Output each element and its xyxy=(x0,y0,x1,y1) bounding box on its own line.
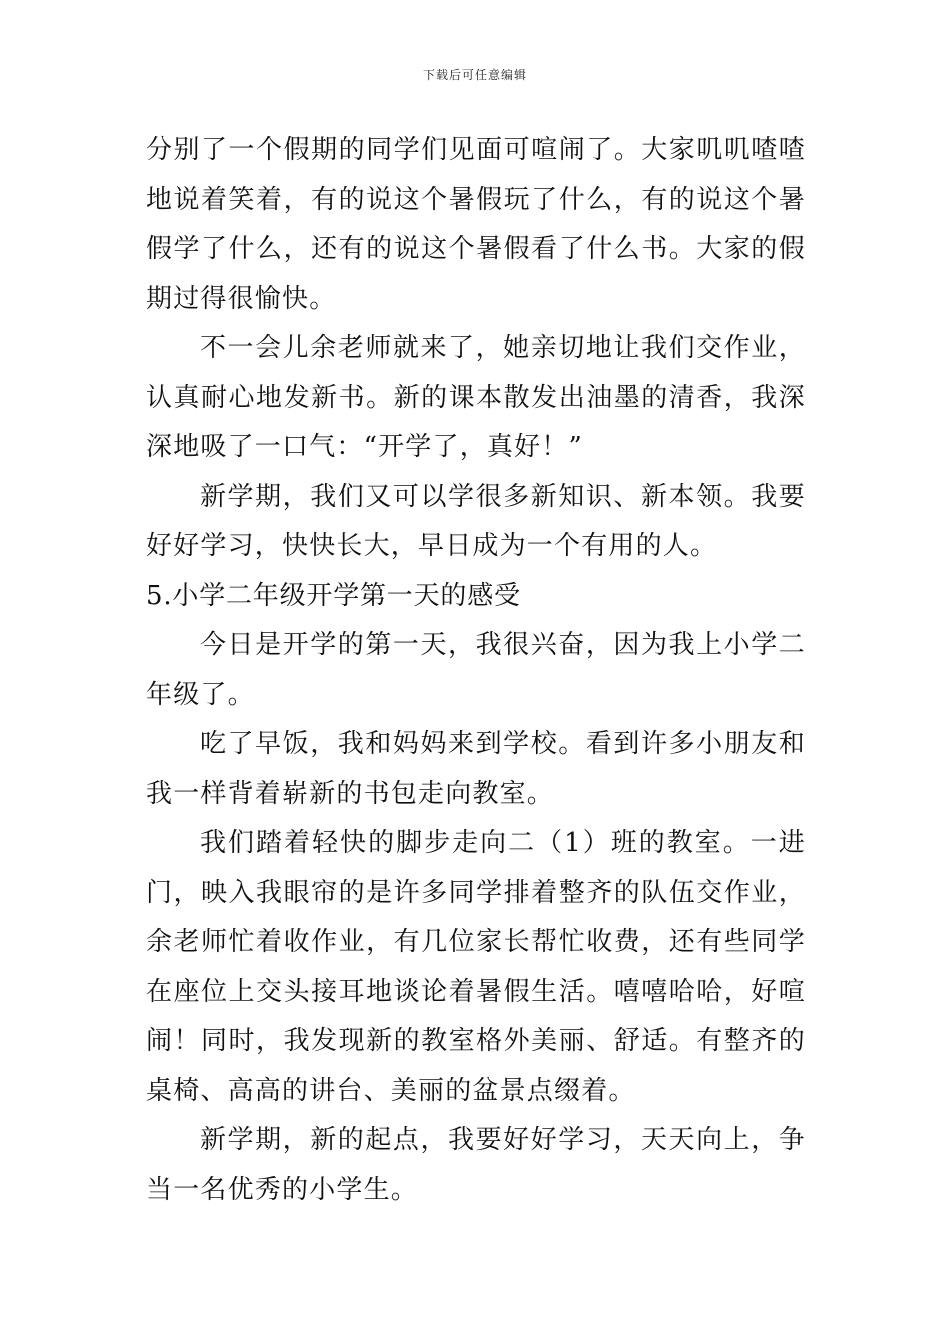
paragraph: 今日是开学的第一天，我很兴奋，因为我上小学二年级了。 xyxy=(146,630,806,710)
section-heading: 5.小学二年级开学第一天的感受 xyxy=(146,580,521,611)
paragraph-continued: 分别了一个假期的同学们见面可喧闹了。大家叽叽喳喳地说着笑着，有的说这个暑假玩了什么，有的说这个暑假学了什么，还有的说这个暑假看了什么书。大家的假期过得很愉快。 xyxy=(146,135,806,314)
paragraph: 吃了早饭，我和妈妈来到学校。看到许多小朋友和我一样背着崭新的书包走向教室。 xyxy=(146,729,806,809)
document-body xyxy=(146,126,806,1215)
paragraph: 不一会儿余老师就来了，她亲切地让我们交作业，认真耐心地发新书。新的课本散发出油墨的清香，我深深地吸了一口气：“开学了，真好！” xyxy=(146,333,806,462)
page-header: 下载后可任意编辑 xyxy=(422,68,527,82)
paragraph: 我们踏着轻快的脚步走向二（1）班的教室。一进门，映入我眼帘的是许多同学排着整齐的队伍交作业，余老师忙着收作业，有几位家长帮忙收费，还有些同学在座位上交头接耳地谈论着暑假生活。嘻嘻哈哈，好喧闹！同时，我发现新的教室格外美丽、舒适。有整齐的桌椅、高高的讲台、美丽的盆景点缀着。 xyxy=(146,828,806,1106)
paragraph: 新学期，我们又可以学很多新知识、新本领。我要好好学习，快快长大，早日成为一个有用的人。 xyxy=(146,481,806,561)
paragraph: 新学期，新的起点，我要好好学习，天天向上，争当一名优秀的小学生。 xyxy=(146,1125,806,1205)
